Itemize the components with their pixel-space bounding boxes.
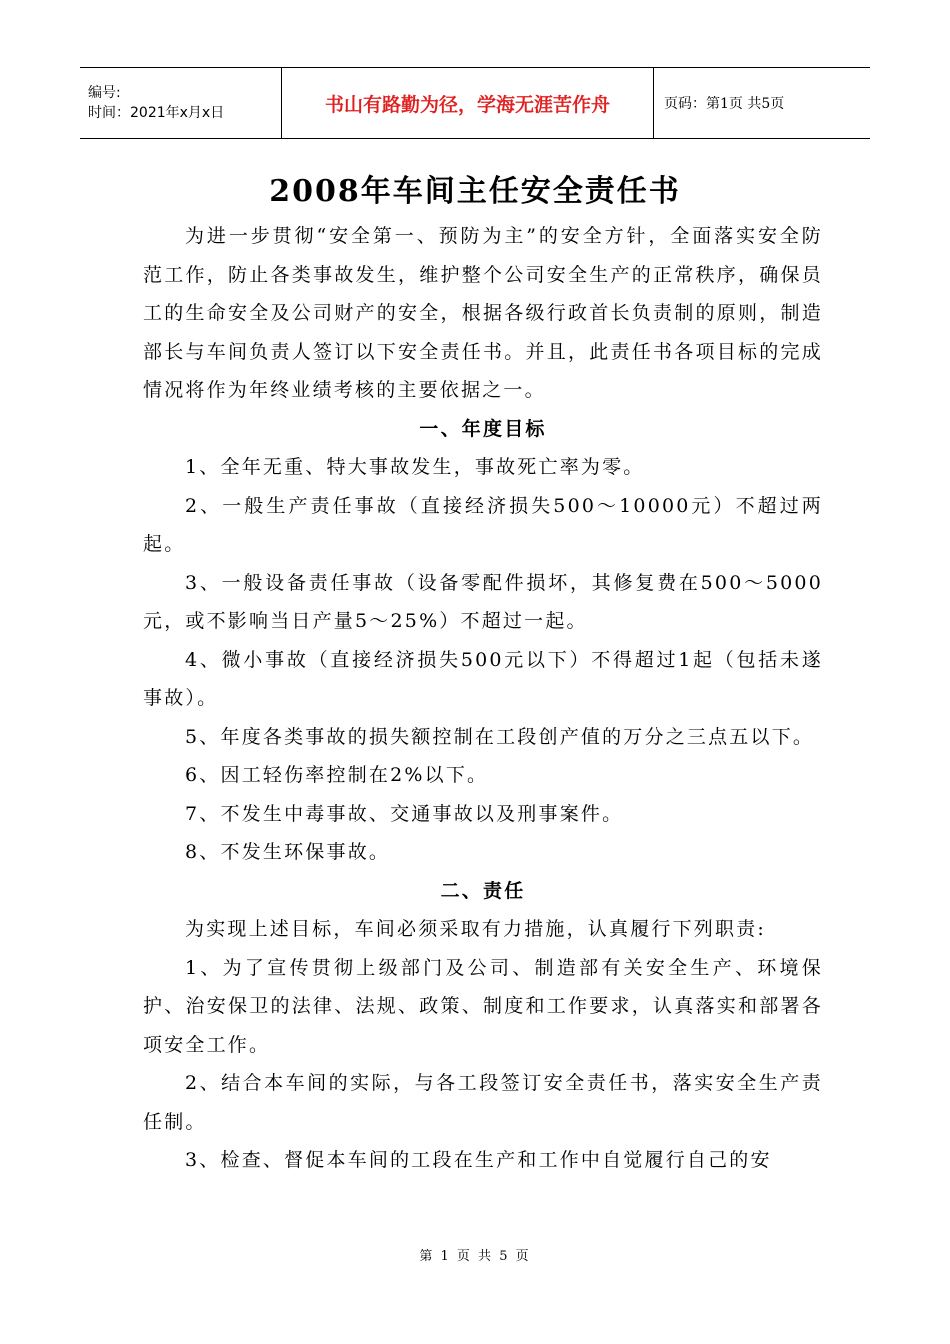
header-motto — [282, 68, 654, 138]
header-meta — [80, 68, 282, 138]
goal-item: 3、一般设备责任事故（设备零配件损坏，其修复费在500～5000元，或不影响当日产量5～25%）不超过一起。 — [143, 571, 823, 632]
responsibility-item: 3、检查、督促本车间的工段在生产和工作中自觉履行自己的安 — [185, 1149, 772, 1171]
document-title: 2008年车间主任安全责任书 — [269, 174, 681, 209]
motto-text: 书山有路勤为径，学海无涯苦作舟 — [324, 93, 610, 116]
goal-item: 6、因工轻伤率控制在2%以下。 — [185, 764, 489, 786]
responsibility-intro: 为实现上述目标，车间必须采取有力措施，认真履行下列职责: — [185, 918, 767, 940]
page-code-text: 页码：第1页 共5页 — [664, 96, 785, 112]
page-header — [80, 67, 870, 139]
document-number-label: 编号: — [88, 85, 121, 101]
goal-item: 8、不发生环保事故。 — [185, 841, 391, 863]
goal-item: 7、不发生中毒事故、交通事故以及刑事案件。 — [185, 802, 624, 825]
header-page-code — [654, 68, 870, 138]
responsibility-item: 1、为了宣传贯彻上级部门及公司、制造部有关安全生产、环境保护、治安保卫的法律、法规、政策、制度和工作要求，认真落实和部署各项安全工作。 — [143, 956, 823, 1056]
responsibility-item: 2、结合本车间的实际，与各工段签订安全责任书，落实安全生产责任制。 — [143, 1072, 823, 1133]
section-heading-goals: 一、年度目标 — [419, 417, 547, 440]
goal-item: 4、微小事故（直接经济损失500元以下）不得超过1起（包括未遂事故）。 — [143, 648, 823, 709]
intro-paragraph: 为进一步贯彻“安全第一、预防为主”的安全方针，全面落实安全防范工作，防止各类事故发生，维护整个公司安全生产的正常秩序，确保员工的生命安全及公司财产的安全，根据各级行政首长负责制的原则，制造部长与车间负责人签订以下安全责任书。并且，此责任书各项目标的完成情况将作为年终业绩考核的主要依据之一。 — [143, 225, 823, 401]
goal-item: 1、全年无重、特大事故发生，事故死亡率为零。 — [185, 456, 645, 478]
page-footer: 第 1 页 共 5 页 — [419, 1249, 531, 1264]
document-body — [143, 217, 823, 1180]
section-heading-responsibility: 二、责任 — [440, 879, 526, 902]
document-time-label: 时间：2021年x月x日 — [88, 105, 225, 121]
goal-item: 2、一般生产责任事故（直接经济损失500～10000元）不超过两起。 — [143, 494, 823, 555]
goal-item: 5、年度各类事故的损失额控制在工段创产值的万分之三点五以下。 — [185, 725, 815, 748]
